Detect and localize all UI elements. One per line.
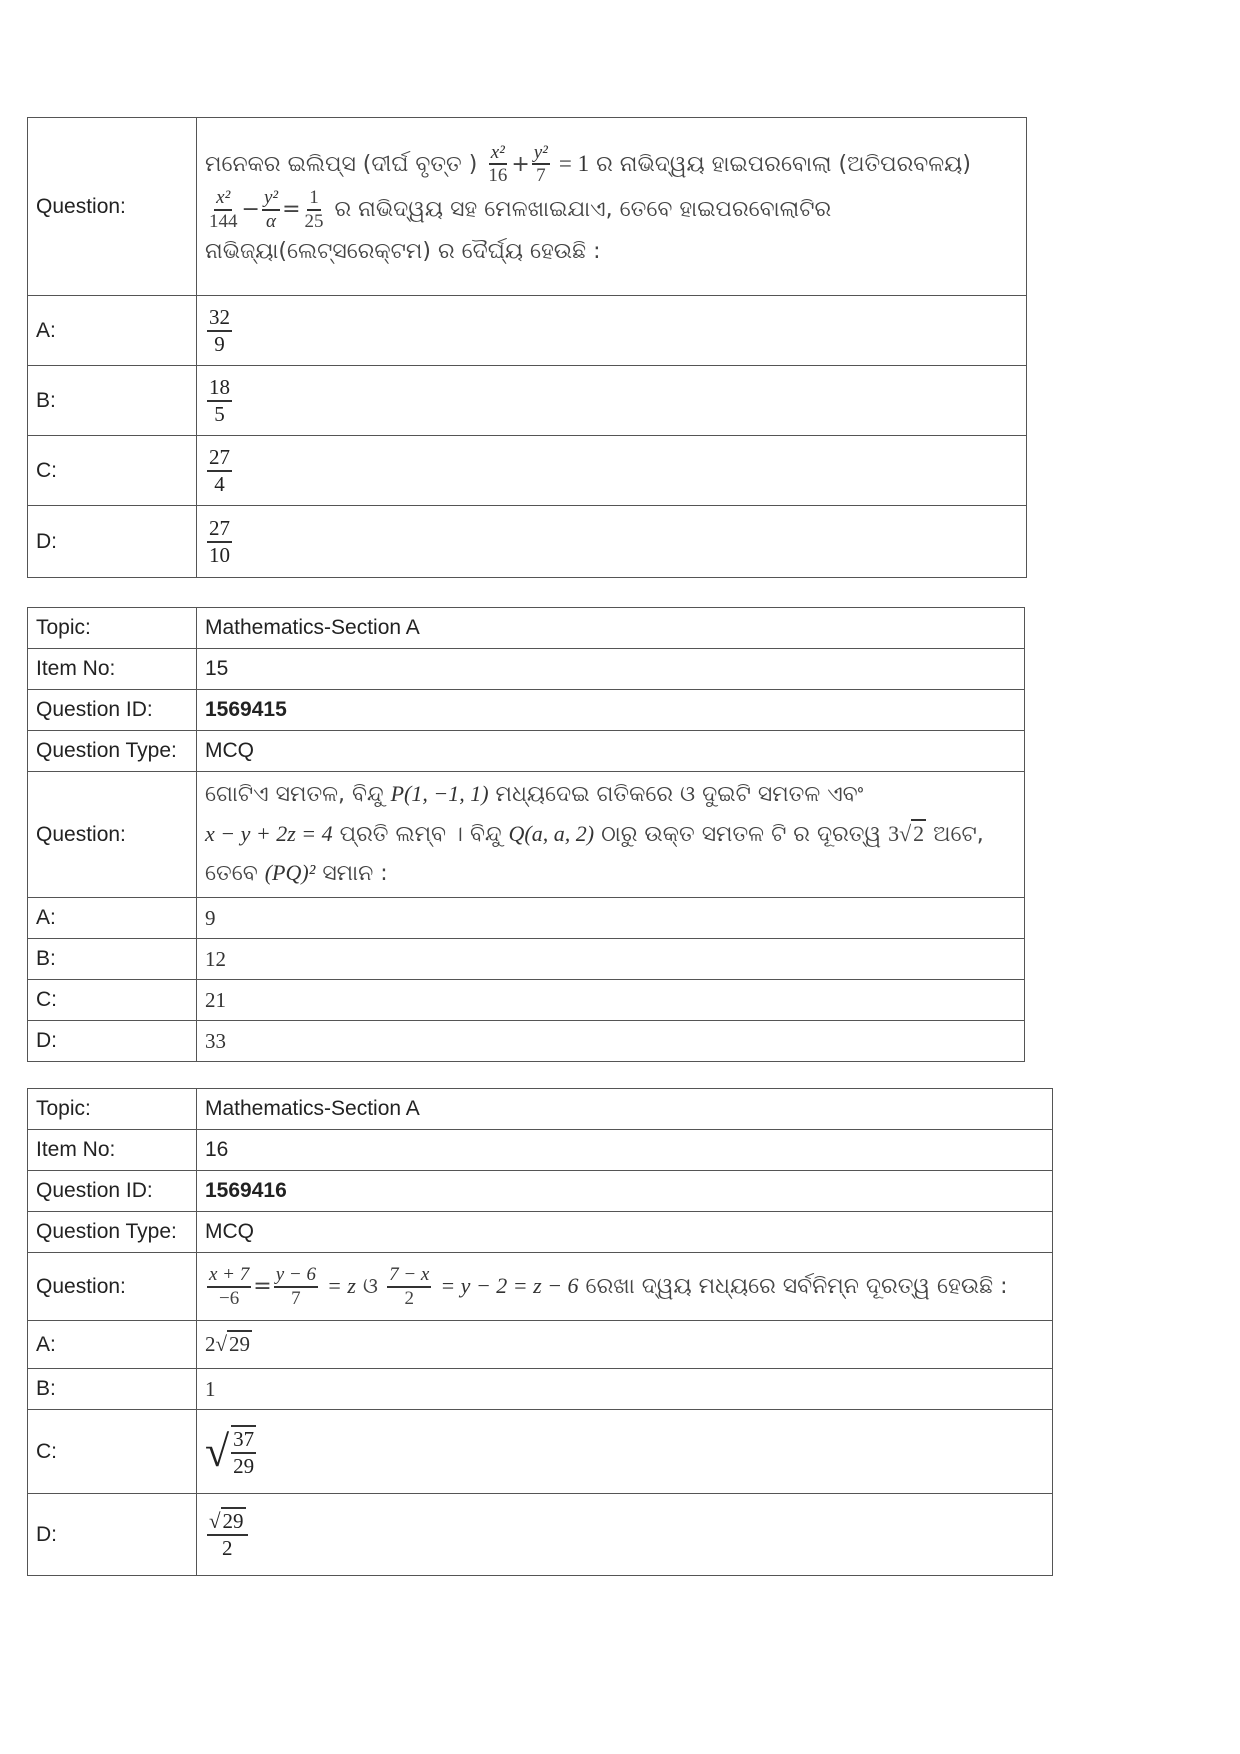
option-label: B: [28,939,197,980]
option-label: A: [28,296,197,366]
question-type-label: Question Type: [28,1212,197,1253]
option-value: 33 [197,1021,1025,1062]
denominator: 9 [214,331,225,356]
sqrt-coefficient: 2 [205,1332,216,1356]
question-line3-b: ସମାନ : [322,861,388,887]
numerator: y² [532,142,550,166]
question-label: Question: [28,118,197,296]
fraction [532,142,550,188]
denominator: 29 [233,1453,255,1478]
option-value: 2√29 [197,1321,1053,1369]
sqrt-radicand: 29 [222,1509,244,1534]
numerator: y² [262,187,280,211]
pq-squared: (PQ)² [264,860,316,886]
numerator: 27 [207,445,232,471]
option-value [197,296,1027,366]
option-label: C: [28,980,197,1021]
numerator: 7 − x [387,1264,431,1288]
option-label: B: [28,1369,197,1410]
numerator: y − 6 [274,1264,318,1288]
item-no-label: Item No: [28,649,197,690]
question-text: $\frac{x + 7}{-6}$ = $\frac{y - 6}{7}$ = z ଓ $\frac{7 - x}{2}$ = y − 2 = z − 6 ରେଖା ଦ୍ୱୟ ମଧ୍ୟରେ ସର୍ବନିମ୍ନ ଦୂରତ୍ୱ ହେଉଛି : [197,1253,1053,1321]
question-end: ନାଭିଜ୍ୟା(ଲେଟ୍ସରେକ୍ଟମ) ର ଦୈର୍ଘ୍ୟ ହେଉଛି : [205,238,601,264]
equation-tail-2: = y − 2 = z − 6 [440,1272,579,1298]
numerator: 18 [207,375,232,401]
option-value [197,1494,1053,1576]
fraction [303,187,326,233]
question-line2-b: ଠାରୁ ଉକ୍ତ ସମତଳ ଟି ର ଦୂରତ୍ୱ [601,821,882,847]
question-id-value: 1569416 [197,1171,1053,1212]
question-label: Question: [28,772,197,898]
question-line1-b: ମଧ୍ୟଦେଇ ଗତିକରେ ଓ ଦୁଇଟି ସମତଳ ଏବଂ [495,782,864,808]
numerator: √29 [207,1509,248,1535]
fraction [207,305,232,355]
fraction [231,1425,256,1477]
equation-rhs: = 1 [558,150,590,176]
question-line3-a: ତେବେ [205,861,258,887]
conjunction: ଓ [362,1273,379,1299]
fraction [207,375,232,425]
question-type-label: Question Type: [28,731,197,772]
fraction [387,1264,431,1310]
numerator: x + 7 [207,1264,251,1288]
item-no-value: 16 [197,1130,1053,1171]
distance-value: 3√2 [888,820,925,846]
option-label: B: [28,366,197,436]
topic-label: Topic: [28,608,197,649]
denominator: 7 [536,165,546,187]
question-block-3 [27,1088,1053,1576]
question-line1-a: ଗୋଟିଏ ସମତଳ, ବିନ୍ଦୁ [205,782,384,808]
question-type-value: MCQ [197,1212,1053,1253]
denominator: 2 [222,1535,233,1560]
option-label: C: [28,436,197,506]
item-no-value: 15 [197,649,1025,690]
numerator: 32 [207,305,232,331]
sqrt-radicand: 29 [229,1332,251,1356]
sqrt-radicand: 2 [913,820,925,846]
option-label: A: [28,898,197,939]
option-label: C: [28,1410,197,1494]
topic-label: Topic: [28,1089,197,1130]
denominator: 25 [304,211,324,233]
numerator: x² [489,142,507,166]
denominator: 7 [291,1287,301,1309]
denominator: 4 [214,471,225,496]
sqrt-fraction [205,1425,258,1477]
equation-tail-1: = z [326,1272,356,1298]
option-value [197,1410,1053,1494]
option-value [197,436,1027,506]
option-label: A: [28,1321,197,1369]
question-text [197,772,1025,898]
option-label: D: [28,1021,197,1062]
question-id-label: Question ID: [28,690,197,731]
question-text: ମନେକର ଇଲିପ୍ସ (ଦୀର୍ଘ ବୃତ୍ତ ) $\frac{\text{x²}}{16}$ + $\frac{\text{y²}}{7}$ = 1 ର ନାଭିଦ୍ୱୟ ହାଇପରବୋଲା (ଅତିପରବଳୟ) $\frac{\text{x²}}{144}$ − $\frac{\text{y²}}{\alpha}$ = $\frac{1}{25}$ ର ନାଭିଦ୍ୱୟ ସହ ମେଳଖାଇଯାଏ, ତେବେ ହାଇପରବୋଲାଟିର ନାଭିଜ୍ୟା(ଲେଟ୍ସରେକ୍ଟମ) ର ଦୈର୍ଘ୍ୟ ହେଉଛି : [197,118,1027,296]
plane-equation: x − y + 2z = 4 [205,820,333,846]
fraction [274,1264,318,1310]
question-line2-c: ଅଟେ, [933,821,984,847]
fraction [486,142,509,188]
question-id-value: 1569415 [197,690,1025,731]
denominator: α [266,211,276,233]
denominator: 144 [209,211,238,233]
topic-value: Mathematics-Section A [197,608,1025,649]
numerator: 1 [307,187,321,211]
denominator: −6 [219,1287,240,1309]
option-value: 9 [197,898,1025,939]
point-q: Q(a, a, 2) [508,820,595,846]
option-value: 12 [197,939,1025,980]
item-no-label: Item No: [28,1130,197,1171]
denominator: 5 [214,401,225,426]
fraction [262,187,280,233]
fraction [207,516,232,566]
fraction [207,1264,251,1310]
point-p: P(1, −1, 1) [390,781,489,807]
question-block-1 [27,117,1027,578]
question-label: Question: [28,1253,197,1321]
question-end: ରେଖା ଦ୍ୱୟ ମଧ୍ୟରେ ସର୍ବନିମ୍ନ ଦୂରତ୍ୱ ହେଉଛି : [585,1273,1008,1299]
option-value: 21 [197,980,1025,1021]
option-label: D: [28,506,197,578]
question-intro: ମନେକର ଇଲିପ୍ସ (ଦୀର୍ଘ ବୃତ୍ତ ) [205,151,478,177]
fraction [207,445,232,495]
denominator: 16 [488,165,508,187]
denominator: 10 [209,542,230,567]
question-type-value: MCQ [197,731,1025,772]
fraction [207,187,240,233]
denominator: 2 [404,1287,414,1309]
question-tail: ର ନାଭିଦ୍ୱୟ ସହ ମେଳଖାଇଯାଏ, ତେବେ ହାଇପରବୋଲାଟିର [334,197,832,223]
numerator: 27 [207,516,232,542]
topic-value: Mathematics-Section A [197,1089,1053,1130]
numerator: x² [214,187,232,211]
sqrt-coefficient: 3 [888,820,900,846]
option-value [197,506,1027,578]
option-label: D: [28,1494,197,1576]
numerator: 37 [231,1427,256,1453]
option-value: 1 [197,1369,1053,1410]
question-block-2 [27,607,1025,1062]
question-mid: ର ନାଭିଦ୍ୱୟ ହାଇପରବୋଲା (ଅତିପରବଳୟ) [596,151,971,177]
question-line2-a: ପ୍ରତି ଲମ୍ବ । ବିନ୍ଦୁ [339,821,502,847]
option-value [197,366,1027,436]
fraction [207,1509,248,1559]
question-id-label: Question ID: [28,1171,197,1212]
radical-sign: √ [205,1426,230,1476]
